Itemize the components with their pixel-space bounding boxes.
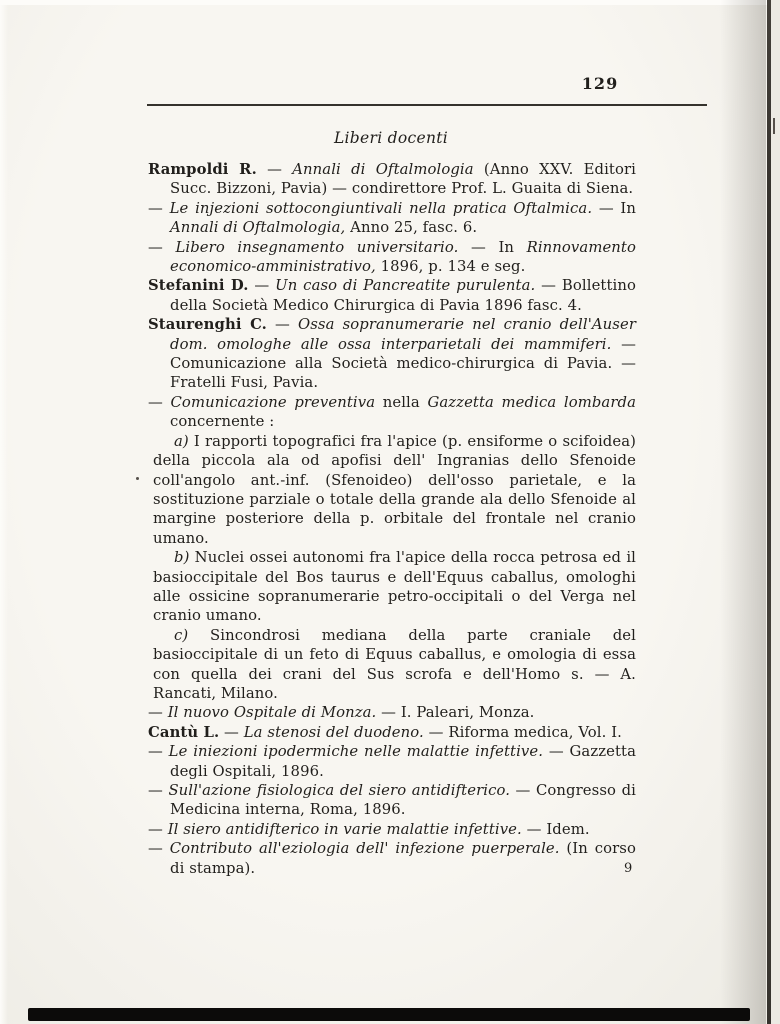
entry-cantu-2 <box>148 742 636 781</box>
work-title: b) <box>174 549 190 567</box>
work-title: Sull'azione fisiologica del siero antidifterico. <box>168 782 511 799</box>
scan-edge-right <box>771 0 780 1024</box>
entry-staurenghi-2 <box>148 393 636 432</box>
entry-text: — <box>148 704 168 722</box>
bibliography-content <box>148 160 636 878</box>
scan-edge-left <box>0 0 8 1024</box>
scan-shadow-right <box>720 0 766 1024</box>
entry-text: — <box>148 199 170 217</box>
work-title: Ossa sopranumerarie nel cranio dell'Auser dom. omologhe alle ossa interparietali dei mammiferi. <box>170 316 636 353</box>
work-title: Le iniezioni ipodermiche nelle malattie infettive. <box>168 743 544 761</box>
entry-staurenghi-sub-c <box>148 626 636 704</box>
entry-staurenghi-3 <box>148 703 636 722</box>
entry-text: — <box>148 782 169 799</box>
entry-text: — Congresso di Medicina interna, Roma, 1896. <box>170 782 636 819</box>
header-rule <box>147 104 707 106</box>
work-title: Le injezioni sottocongiuntivali nella pratica Oftalmica. <box>169 199 593 217</box>
entry-rampoldi-1 <box>148 160 636 199</box>
entry-text: — In <box>458 238 527 256</box>
author-name: Stefanini D. <box>148 277 249 295</box>
entry-text: — <box>148 238 176 256</box>
scan-edge-top <box>0 0 780 5</box>
scan-speck <box>136 477 139 480</box>
entry-rampoldi-2 <box>148 199 636 238</box>
entry-staurenghi-1 <box>148 315 636 393</box>
scan-bottom-bar <box>28 1008 750 1021</box>
work-title: Il nuovo Ospitale di Monza. <box>167 704 377 722</box>
entry-staurenghi-sub-a <box>148 432 636 548</box>
author-name: Cantù L. <box>148 723 220 741</box>
entry-text: — I. Paleari, Monza. <box>376 704 535 722</box>
section-heading: Liberi docenti <box>333 129 449 147</box>
signature-number: 9 <box>624 861 633 876</box>
scan-speck <box>773 118 775 134</box>
entry-text: — Riforma medica, Vol. I. <box>423 723 622 741</box>
work-title: a) <box>174 432 189 450</box>
entry-text: — In <box>592 199 636 217</box>
entry-text: — <box>248 277 276 295</box>
entry-text: 1896, p. 134 e seg. <box>375 258 526 276</box>
entry-text: — Gazzetta degli Ospitali, 1896. <box>170 743 636 780</box>
entry-text: — Comunicazione alla Società medico-chirurgica di Pavia. — Fratelli Fusi, Pavia. <box>170 335 637 392</box>
entry-cantu-5 <box>148 839 636 878</box>
entry-text: — <box>148 743 169 761</box>
work-title: Libero insegnamento universitario. <box>175 238 459 256</box>
entry-cantu-3 <box>148 781 636 820</box>
entry-text: Anno 25, fasc. 6. <box>345 219 478 237</box>
work-title: Un caso di Pancreatite purulenta. <box>275 277 536 295</box>
page-number: 129 <box>581 74 619 93</box>
work-title: La stenosi del duodeno. <box>243 723 424 741</box>
work-title: Annali di Oftalmologia, <box>170 219 346 237</box>
scan-binding-line <box>767 0 771 1024</box>
entry-text: — <box>266 316 298 334</box>
entry-rampoldi-3 <box>148 238 636 277</box>
entry-text: Nuclei ossei autonomi fra l'apice della rocca petrosa ed il basioccipitale del Bos taurus e dell'Equus caballus, omologhi alle ossicine sopranumerarie petro-occipitali o del Verga nel cranio umano. <box>153 549 636 625</box>
author-name: Staurenghi C. <box>148 316 267 334</box>
entry-text: (In corso di stampa). <box>170 840 636 877</box>
entry-text: — <box>148 393 171 411</box>
work-title: Rinnovamento economico-amministrativo, <box>170 238 636 276</box>
work-title: Gazzetta medica lombarda <box>427 393 637 411</box>
entry-text: concernente : <box>170 413 275 431</box>
entry-cantu-1 <box>148 723 636 742</box>
entry-text: I rapporti topografici fra l'apice (p. ensiforme o scifoidea) della piccola ala od apofisi dell' Ingranias dello Sfenoide coll'angolo ant.-inf. (Sfenoideo) dell'osso parietale, e la sostituzione parziale o totale della grande ala dello Sfenoide al margine posteriore della p. orbitale del frontale nel cranio umano. <box>153 432 636 547</box>
entry-text: — <box>148 820 168 838</box>
entry-text: — <box>148 840 170 858</box>
work-title: Il siero antidifterico in varie malattie infettive. <box>167 820 522 838</box>
entry-stefanini-1 <box>148 276 636 315</box>
entry-text: nella <box>375 393 428 411</box>
work-title: Contributo all'eziologia dell' infezione puerperale. <box>169 840 560 858</box>
entry-text: Sincondrosi mediana della parte craniale del basioccipitale di un feto di Equus caballus, e omologia di essa con quella dei crani del Sus scrofa e dell'Homo s. — A. Rancati, Milano. <box>153 626 636 702</box>
entry-cantu-4 <box>148 820 636 839</box>
work-title: Comunicazione preventiva <box>170 393 376 411</box>
author-name: Rampoldi R. <box>148 161 257 178</box>
work-title: Annali di Oftalmologia <box>292 161 474 178</box>
work-title: c) <box>174 626 189 644</box>
entry-staurenghi-sub-b <box>148 548 636 626</box>
entry-text: — Idem. <box>521 820 590 838</box>
entry-text: — Bollettino della Società Medico Chirurgica di Pavia 1896 fasc. 4. <box>170 277 636 314</box>
entry-text: — <box>219 723 244 741</box>
entry-text: (Anno XXV. Editori Succ. Bizzoni, Pavia) — condirettore Prof. L. Guaita di Siena. <box>170 161 636 198</box>
entry-text: — <box>256 161 293 178</box>
